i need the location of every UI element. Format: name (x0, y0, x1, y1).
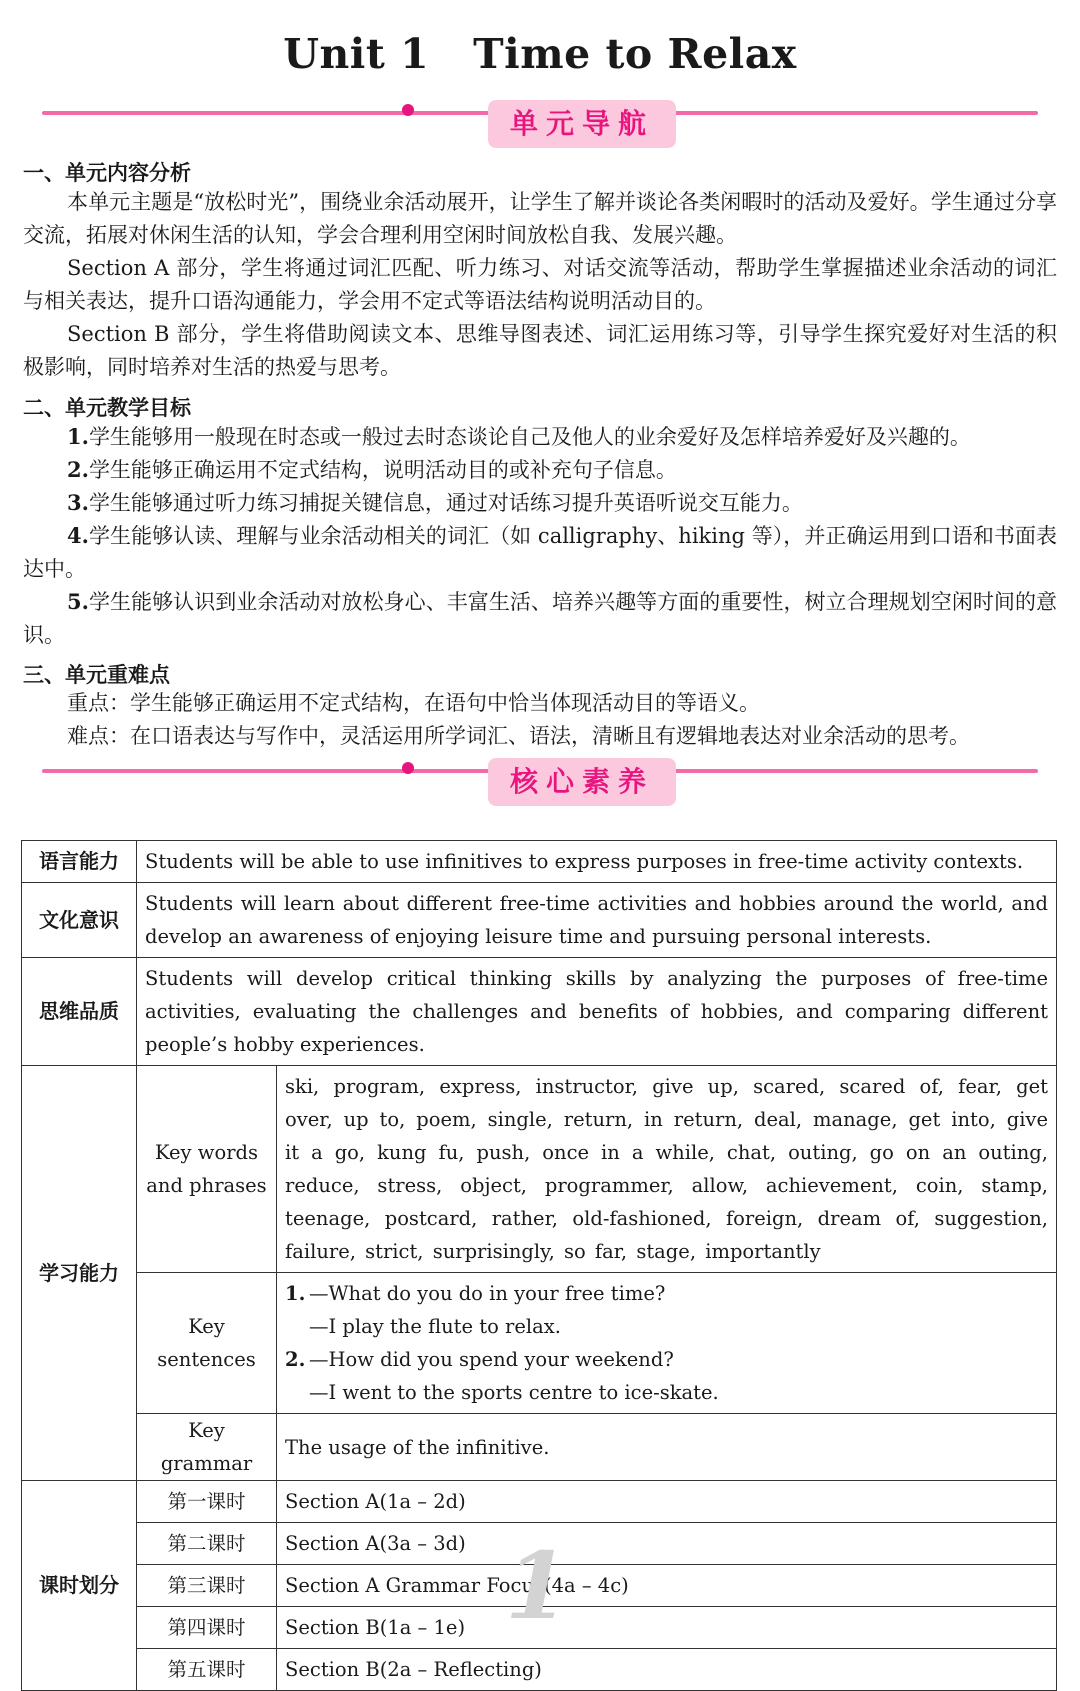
row-label: 文化意识 (22, 883, 137, 958)
banner-label: 核心素养 (488, 758, 676, 806)
table-row (22, 1273, 1057, 1414)
period-content: Section A Grammar Focus(4a – 4c) (277, 1565, 1057, 1607)
goal-item: 5.学生能够认识到业余活动对放松身心、丰富生活、培养兴趣等方面的重要性，树立合理规划空闲时间的意识。 (23, 589, 1057, 647)
banner-label: 单元导航 (488, 100, 676, 148)
banner-dot-left (402, 762, 414, 774)
unit-number: Unit 1 (283, 30, 430, 78)
row-label: 思维品质 (22, 958, 137, 1066)
period-content: Section A(3a – 3d) (277, 1523, 1057, 1565)
goal-item: 2.学生能够正确运用不定式结构，说明活动目的或补充句子信息。 (67, 457, 677, 482)
table-row (22, 1481, 1057, 1523)
period-content: Section A(1a – 2d) (277, 1481, 1057, 1523)
row-label: 课时划分 (22, 1481, 137, 1691)
key-sentences-cell (277, 1273, 1057, 1414)
focus-text: 重点：学生能够正确运用不定式结构，在语句中恰当体现活动目的等语义。 (67, 691, 760, 715)
goal-item: 1.学生能够用一般现在时态或一般过去时态谈论自己及他人的业余爱好及怎样培养爱好及兴趣的。 (67, 424, 971, 449)
overview-paragraph-3: Section B 部分，学生将借助阅读文本、思维导图表述、词汇运用练习等，引导学生探究爱好对生活的积极影响，同时培养对生活的热爱与思考。 (23, 322, 1057, 379)
goal-item: 3.学生能够通过听力练习捕捉关键信息，通过对话练习提升英语听说交互能力。 (67, 490, 803, 515)
period-name: 第一课时 (137, 1481, 277, 1523)
row-label: 语言能力 (22, 841, 137, 883)
page-title (0, 30, 1080, 78)
table-row (22, 1649, 1057, 1691)
table-row (22, 1066, 1057, 1273)
overview-paragraph-2: Section A 部分，学生将通过词汇匹配、听力练习、对话交流等活动，帮助学生掌握描述业余活动的词汇与相关表达，提升口语沟通能力，学会用不定式等语法结构说明活动目的。 (23, 256, 1057, 313)
row-text: Students will develop critical thinking skills by analyzing the purposes of free-time activities, evaluating the challenges and benefits of hobbies, and comparing different people’s hobby experiences. (137, 958, 1057, 1066)
section-heading-goals: 二、单元教学目标 (23, 396, 191, 420)
unit-navigation-banner (42, 98, 1038, 158)
row-text: Students will learn about different free-time activities and hobbies around the world, and develop an awareness of enjoying leisure time and pursuing personal interests. (137, 883, 1057, 958)
sub-label: Key sentences (137, 1273, 277, 1414)
table-row (22, 958, 1057, 1066)
sub-label: Key words and phrases (137, 1066, 277, 1273)
period-content: Section B(1a – 1e) (277, 1607, 1057, 1649)
period-name: 第二课时 (137, 1523, 277, 1565)
period-content: Section B(2a – Reflecting) (277, 1649, 1057, 1691)
goal-item: 4.学生能够认读、理解与业余活动相关的词汇（如 calligraphy、hiking 等），并正确运用到口语和书面表达中。 (23, 523, 1057, 581)
section-heading-keypoints: 三、单元重难点 (23, 663, 170, 687)
page-number: 1 (505, 1532, 570, 1640)
banner-dot-left (402, 104, 414, 116)
sentence-item: 1. —What do you do in your free time? (285, 1282, 666, 1305)
period-name: 第三课时 (137, 1565, 277, 1607)
sentence-item: 2. —How did you spend your weekend? (285, 1348, 674, 1371)
table-row (22, 841, 1057, 883)
period-name: 第五课时 (137, 1649, 277, 1691)
core-literacy-banner (42, 756, 1038, 816)
key-words-cell: ski, program, express, instructor, give up, scared, scared of, fear, get over, up to, poem, single, return, in return, deal, manage, get into, give it a go, kung fu, push, once in a while, chat, outing, go on an outing, reduce, stress, object, programmer, allow, achievement, coin, stamp, teenage, postcard, rather, old-fashioned, foreign, dream of, suggestion, failure, strict, surprisingly, so far, stage, importantly (277, 1066, 1057, 1273)
row-label: 学习能力 (22, 1066, 137, 1481)
key-grammar-cell: The usage of the infinitive. (277, 1414, 1057, 1481)
unit-name: Time to Relax (473, 30, 797, 78)
overview-paragraph-1: 本单元主题是“放松时光”，围绕业余活动展开，让学生了解并谈论各类闲暇时的活动及爱好。学生通过分享交流，拓展对休闲生活的认知，学会合理利用空闲时间放松自我、发展兴趣。 (23, 190, 1057, 247)
sentence-item: —I play the flute to relax. (309, 1315, 561, 1338)
table-row (22, 883, 1057, 958)
table-row (22, 1414, 1057, 1481)
difficulty-text: 难点：在口语表达与写作中，灵活运用所学词汇、语法，清晰且有逻辑地表达对业余活动的思考。 (67, 724, 970, 748)
sentence-item: —I went to the sports centre to ice-skate. (309, 1381, 719, 1404)
section-heading-overview: 一、单元内容分析 (23, 161, 191, 185)
row-text: Students will be able to use infinitives to express purposes in free-time activity contexts. (137, 841, 1057, 883)
sub-label: Key grammar (137, 1414, 277, 1481)
period-name: 第四课时 (137, 1607, 277, 1649)
